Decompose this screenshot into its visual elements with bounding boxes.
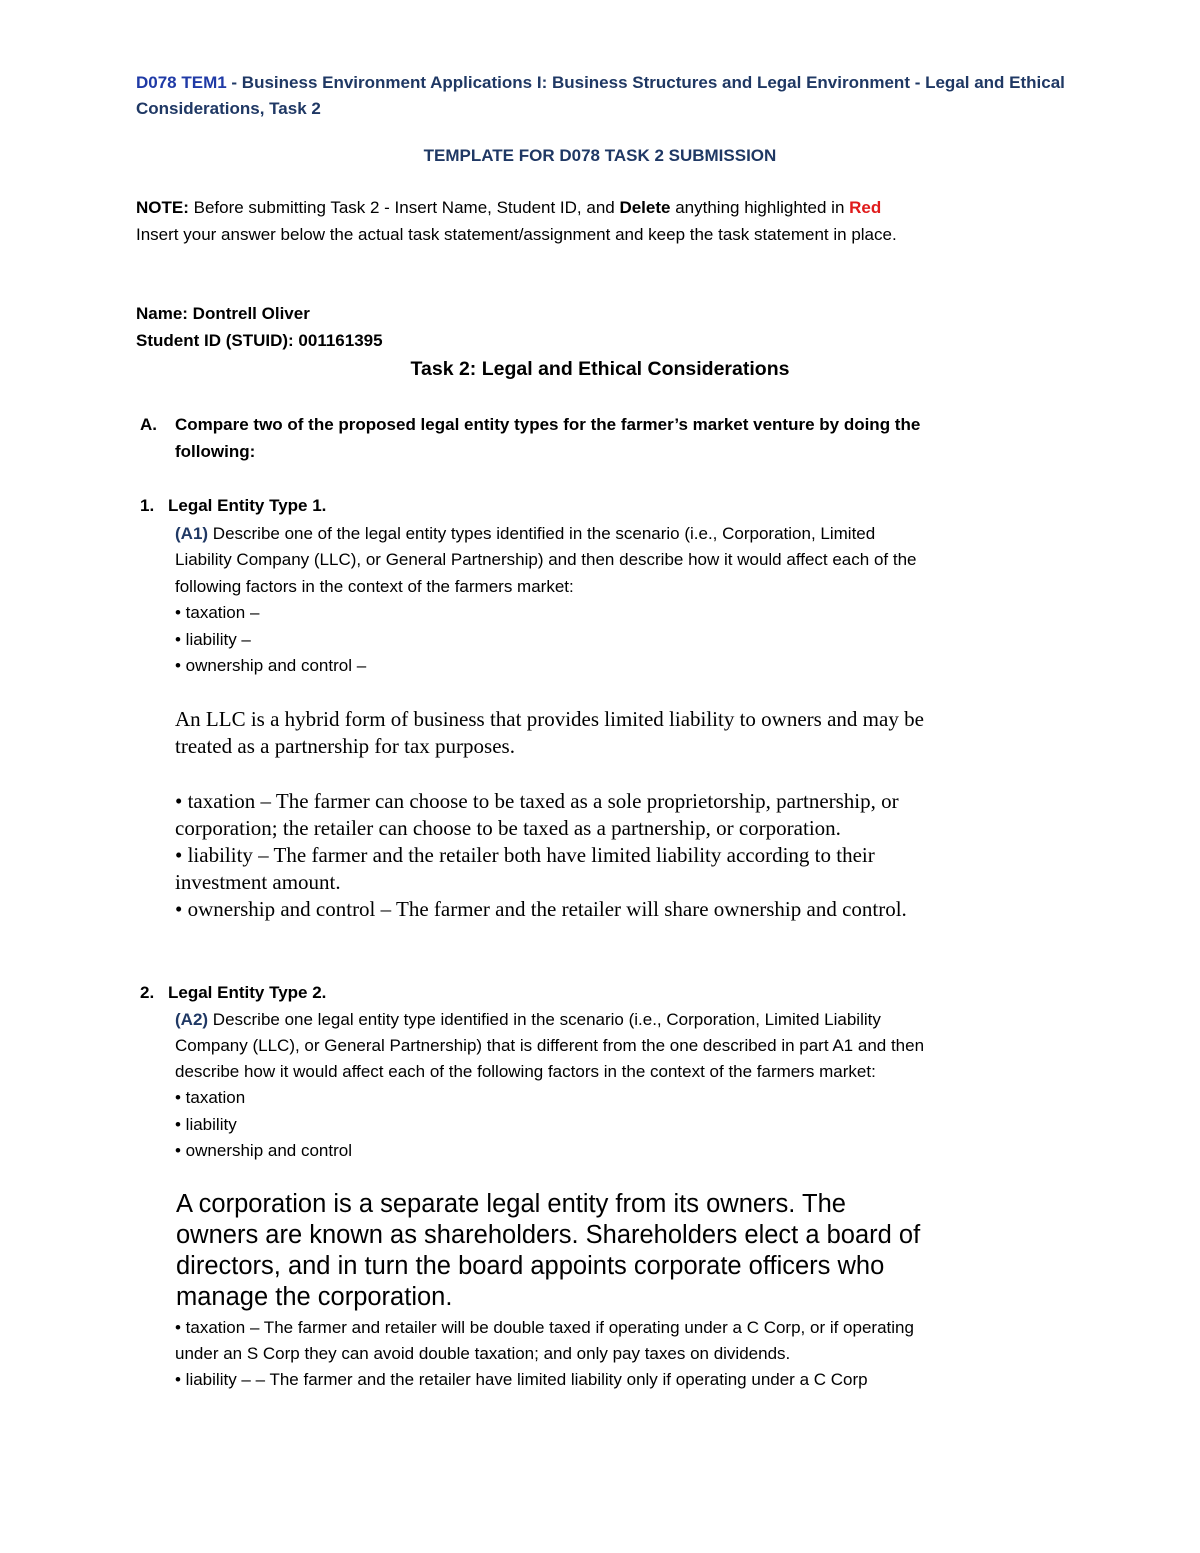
part1-prompt-text: Describe one of the legal entity types identified in the scenario (i.e., Corporation, Limited (208, 524, 876, 543)
part1-bullet: • liability – (175, 630, 251, 649)
part1-bullet: • ownership and control – (175, 656, 367, 675)
part2-bullet: • taxation (175, 1088, 246, 1107)
part1-answer-intro-line1: An LLC is a hybrid form of business that provides limited liability to owners and may be (175, 707, 924, 731)
part2-bullet: • liability (175, 1115, 237, 1134)
part2-bullet: • ownership and control (175, 1141, 352, 1160)
part2-answer-big-line: directors, and in turn the board appoints corporate officers who (176, 1252, 885, 1280)
part2-answer-line: • liability – – The farmer and the retailer have limited liability only if operating under a C Corp (175, 1370, 868, 1389)
part1-bullet: • taxation – (175, 603, 260, 622)
header-title: - Business Environment Applications I: Business Structures and Legal Environment - Legal and Ethical (226, 73, 1065, 92)
note-text2: anything highlighted in (670, 198, 850, 217)
note-label: NOTE: (136, 198, 189, 217)
course-code: D078 TEM1 (136, 73, 227, 92)
part2-answer-line: under an S Corp they can avoid double taxation; and only pay taxes on dividends. (175, 1344, 791, 1363)
note-delete-word: Delete (619, 198, 671, 217)
note-red-word: Red (849, 198, 882, 217)
document-header-line2: Considerations, Task 2 (136, 99, 321, 118)
section-a-line1: Compare two of the proposed legal entity types for the farmer’s market venture by doing the (175, 415, 921, 434)
part1-prompt-line1 (175, 521, 875, 548)
part2-heading: Legal Entity Type 2. (168, 983, 327, 1002)
student-name: Name: Dontrell Oliver (136, 304, 310, 323)
part1-prompt-line2: Liability Company (LLC), or General Partnership) and then describe how it would affect each of the (175, 550, 917, 569)
section-a-line2: following: (175, 442, 256, 461)
part1-answer-line: investment amount. (175, 870, 341, 894)
section-a-marker: A. (140, 415, 157, 434)
note-line2: Insert your answer below the actual task statement/assignment and keep the task statement in place. (136, 225, 897, 244)
part2-marker: 2. (140, 983, 155, 1002)
part1-tag: (A1) (175, 524, 209, 543)
template-heading: TEMPLATE FOR D078 TASK 2 SUBMISSION (423, 146, 777, 165)
note-text1: Before submitting Task 2 - Insert Name, Student ID, and (188, 198, 620, 217)
part1-answer-line: • taxation – The farmer can choose to be taxed as a sole proprietorship, partnership, or (175, 789, 899, 813)
part2-answer-big-line: manage the corporation. (176, 1283, 453, 1311)
part1-answer-intro-line2: treated as a partnership for tax purposes. (175, 734, 515, 758)
part1-prompt-line3: following factors in the context of the farmers market: (175, 577, 574, 596)
part2-answer-big-line: A corporation is a separate legal entity from its owners. The (176, 1190, 846, 1218)
part1-marker: 1. (140, 496, 155, 515)
part2-answer-line: • taxation – The farmer and retailer will be double taxed if operating under a C Corp, or if operating (175, 1318, 914, 1337)
part2-prompt-line2: Company (LLC), or General Partnership) that is different from the one described in part A1 and then (175, 1036, 925, 1055)
part2-prompt-line1 (175, 1007, 881, 1034)
part1-heading: Legal Entity Type 1. (168, 496, 327, 515)
student-id: Student ID (STUID): 001161395 (136, 331, 383, 350)
part2-tag: (A2) (175, 1010, 209, 1029)
part1-answer-line: • liability – The farmer and the retailer both have limited liability according to their (175, 843, 875, 867)
part2-prompt-text: Describe one legal entity type identified in the scenario (i.e., Corporation, Limited Liability (208, 1010, 881, 1029)
document-header-line1 (136, 70, 1065, 97)
task-heading: Task 2: Legal and Ethical Considerations (410, 358, 790, 380)
note-line1 (136, 195, 881, 222)
part2-answer-big-line: owners are known as shareholders. Shareholders elect a board of (176, 1221, 921, 1249)
part1-answer-line: corporation; the retailer can choose to be taxed as a partnership, or corporation. (175, 816, 841, 840)
part2-prompt-line3: describe how it would affect each of the following factors in the context of the farmers market: (175, 1062, 876, 1081)
part1-answer-line: • ownership and control – The farmer and the retailer will share ownership and control. (175, 897, 907, 921)
